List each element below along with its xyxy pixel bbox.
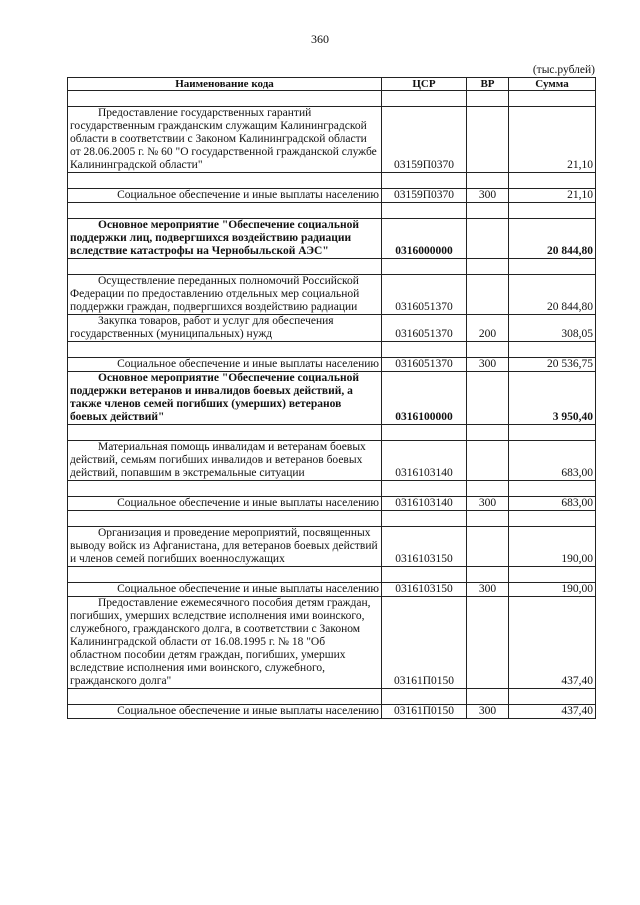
row-code: 0316103150 [382,583,467,597]
row-vr [467,372,509,425]
row-sum: 190,00 [509,583,596,597]
row-sum: 437,40 [509,597,596,689]
row-code: 03159П0370 [382,107,467,173]
table-row [68,315,596,342]
row-vr: 300 [467,358,509,372]
page-number: 360 [311,32,329,46]
row-name: Социальное обеспечение и иные выплаты населению [68,189,382,203]
table-row [68,441,596,481]
table-row [68,497,596,511]
table-row [68,107,596,173]
row-vr [467,275,509,315]
row-name: Основное мероприятие "Обеспечение социальной поддержки ветеранов и инвалидов боевых действий, а также членов семей погибших (умерших) ветеранов боевых действий" [68,372,382,425]
row-sum: 21,10 [509,189,596,203]
row-sum: 20 844,80 [509,219,596,259]
row-vr: 300 [467,705,509,719]
table-row [68,705,596,719]
table-row [68,583,596,597]
units-label: (тыс.рублей) [532,64,595,76]
row-vr [467,527,509,567]
row-vr: 300 [467,583,509,597]
row-name: Осуществление переданных полномочий Российской Федерации по предоставлению отдельных мер социальной поддержки граждан, подвергшихся воздействию радиации [68,275,382,315]
row-name: Социальное обеспечение и иные выплаты населению [68,705,382,719]
row-name: Социальное обеспечение и иные выплаты населению [68,358,382,372]
row-name: Социальное обеспечение и иные выплаты населению [68,583,382,597]
row-code: 0316000000 [382,219,467,259]
column-header-name: Наименование кода [68,78,382,91]
row-code: 03161П0150 [382,705,467,719]
row-name: Организация и проведение мероприятий, посвященных выводу войск из Афганистана, для ветеранов боевых действий и членов семей погибших военнослужащих [68,527,382,567]
row-vr: 200 [467,315,509,342]
table-row [68,275,596,315]
column-header-code: ЦСР [382,78,467,91]
column-header-sum: Сумма [509,78,596,91]
row-sum: 21,10 [509,107,596,173]
row-sum: 20 536,75 [509,358,596,372]
row-vr [467,107,509,173]
row-code: 0316051370 [382,315,467,342]
row-vr: 300 [467,189,509,203]
table-header-row [68,78,596,91]
budget-table [67,77,596,719]
column-header-vr: ВР [467,78,509,91]
row-sum: 308,05 [509,315,596,342]
row-name: Социальное обеспечение и иные выплаты населению [68,497,382,511]
row-vr [467,597,509,689]
table-row [68,358,596,372]
row-code: 0316100000 [382,372,467,425]
row-sum: 683,00 [509,441,596,481]
row-sum: 20 844,80 [509,275,596,315]
row-name: Предоставление государственных гарантий государственным гражданским служащим Калининградской области в соответствии с Законом Калининградской области от 28.06.2005 г. № 60 "О государственной гражданской службе Калининградской области" [68,107,382,173]
table-row [68,219,596,259]
table-row [68,189,596,203]
row-name: Основное мероприятие "Обеспечение социальной поддержки лиц, подвергшихся воздействию радиации вследствие катастрофы на Чернобыльской АЭС" [68,219,382,259]
table-row [68,597,596,689]
row-sum: 683,00 [509,497,596,511]
row-vr: 300 [467,497,509,511]
row-sum: 3 950,40 [509,372,596,425]
table-row [68,527,596,567]
row-code: 03159П0370 [382,189,467,203]
row-code: 0316051370 [382,358,467,372]
row-sum: 437,40 [509,705,596,719]
table-row [68,372,596,425]
row-code: 0316103140 [382,497,467,511]
row-name: Материальная помощь инвалидам и ветеранам боевых действий, семьям погибших инвалидов и ветеранов боевых действий, попавшим в экстремальные ситуации [68,441,382,481]
row-name: Закупка товаров, работ и услуг для обеспечения государственных (муниципальных) нужд [68,315,382,342]
row-code: 0316051370 [382,275,467,315]
row-vr [467,441,509,481]
row-code: 0316103150 [382,527,467,567]
row-name: Предоставление ежемесячного пособия детям граждан, погибших, умерших вследствие исполнения ими воинского, служебного, гражданского долга, в соответствии с Законом Калининградской области от 16.08.1995 г. № 18 "Об областном пособии детям граждан, погибших, умерших вследствие исполнения ими воинского, служебного, гражданского долга" [68,597,382,689]
row-vr [467,219,509,259]
row-code: 0316103140 [382,441,467,481]
row-code: 03161П0150 [382,597,467,689]
row-sum: 190,00 [509,527,596,567]
